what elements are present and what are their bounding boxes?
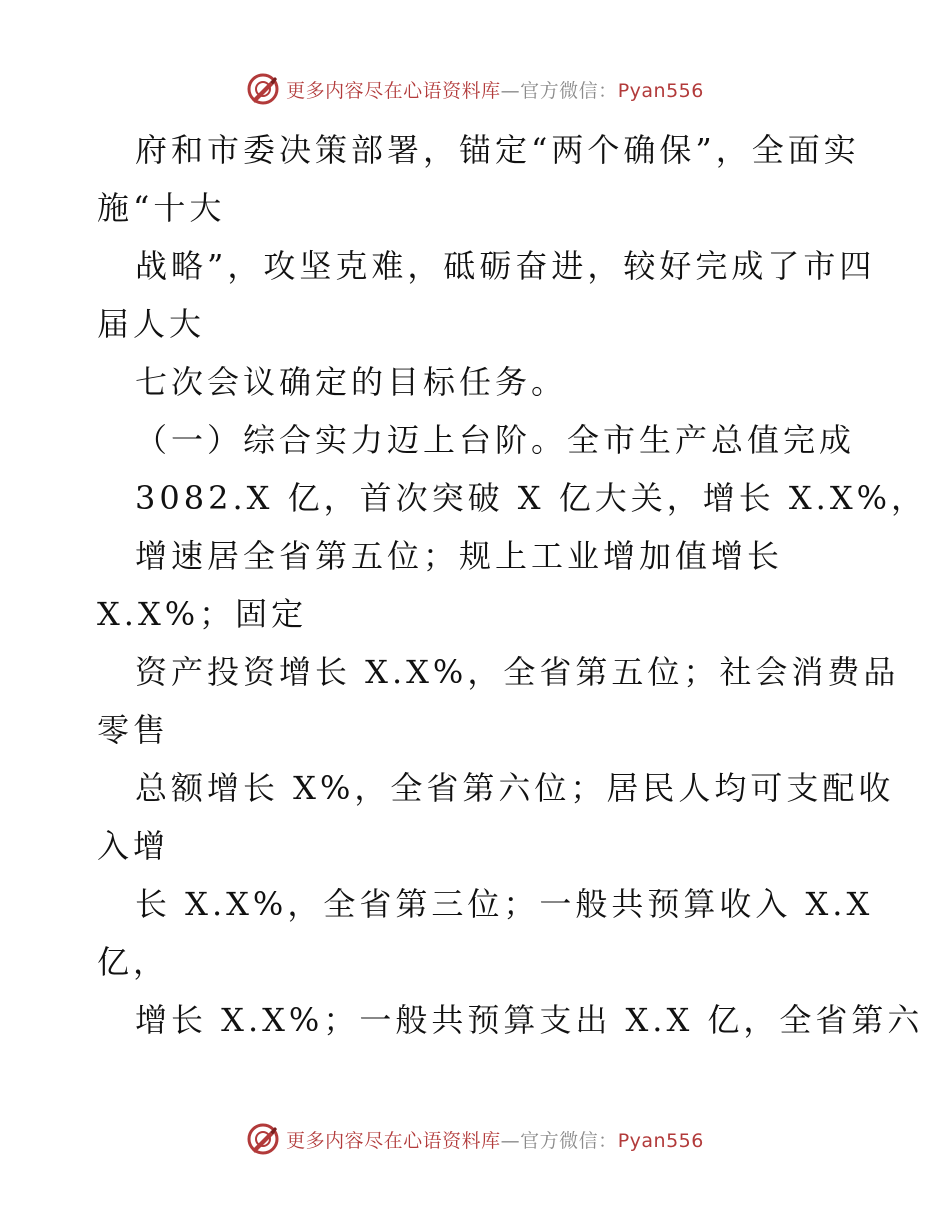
logo-icon: [246, 72, 280, 106]
text-line: 增长 X.X%；一般共预算支出 X.X 亿，全省第六: [135, 1001, 924, 1039]
text-line: 增速居全省第五位；规上工业增加值增长: [135, 537, 784, 575]
text-line: 亿，: [97, 943, 170, 981]
header-banner: [0, 72, 950, 106]
header-banner-text: [286, 76, 704, 103]
banner-prefix: 更多内容尽在心语资料库: [286, 1129, 501, 1152]
text-line: 施“十大: [97, 189, 226, 227]
banner-prefix: 更多内容尽在心语资料库: [286, 79, 501, 102]
text-line: X.X%；固定: [97, 595, 308, 633]
logo-icon: [246, 1122, 280, 1156]
text-line: 七次会议确定的目标任务。: [135, 363, 568, 401]
banner-wechat-id: Pyan556: [617, 1129, 704, 1152]
text-line: 资产投资增长 X.X%，全省第五位；社会消费品: [135, 653, 900, 691]
footer-banner-text: [286, 1126, 704, 1153]
banner-wechat-id: Pyan556: [617, 79, 704, 102]
text-line: 府和市委决策部署，锚定“两个确保”，全面实: [135, 131, 860, 169]
banner-separator: —官方微信：: [500, 1129, 618, 1152]
text-line: （一）综合实力迈上台阶。全市生产总值完成: [135, 421, 856, 459]
text-line: 长 X.X%，全省第三位；一般共预算收入 X.X: [135, 885, 874, 923]
text-line: 入增: [97, 827, 170, 865]
text-line: 总额增长 X%，全省第六位；居民人均可支配收: [135, 769, 895, 807]
footer-banner: [0, 1122, 950, 1156]
text-line: 零售: [97, 711, 170, 749]
text-line: 战略”，攻坚克难，砥砺奋进，较好完成了市四: [135, 247, 876, 285]
text-line: 届人大: [97, 305, 206, 343]
text-line: 3082.X 亿，首次突破 X 亿大关，增长 X.X%，: [135, 479, 928, 517]
banner-separator: —官方微信：: [500, 79, 618, 102]
